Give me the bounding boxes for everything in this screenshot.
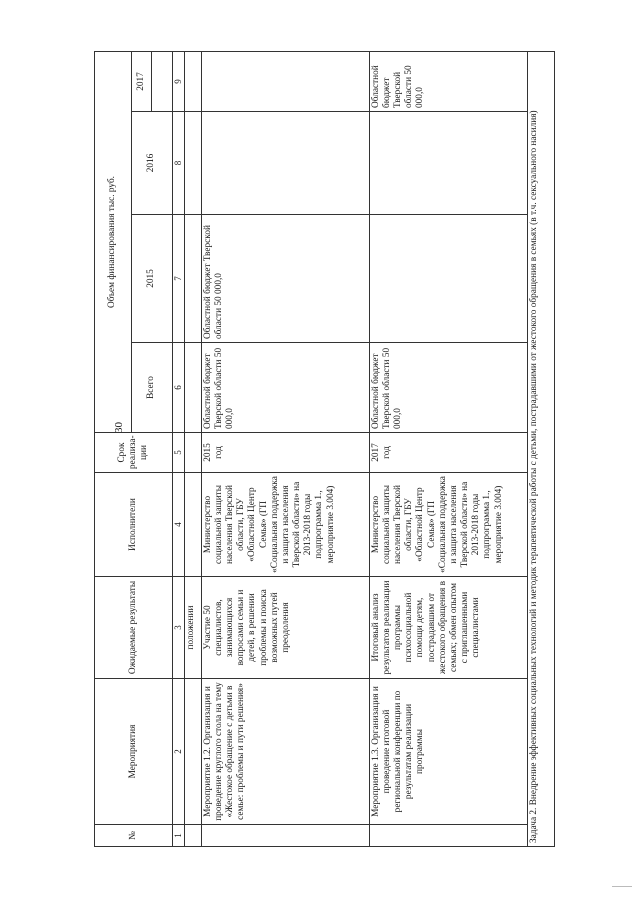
header-financing: Объем финансирования тыс. руб. — [95, 51, 132, 432]
continuation-row — [184, 51, 201, 846]
table-row — [201, 51, 369, 846]
row-results: Участие 50 специалистов, занимающихся вопросами семьи и детей, в решении проблемы и поиска возможных путей преодоления — [201, 577, 369, 679]
header-2017-sub — [152, 51, 173, 111]
header-2017: 2017 — [132, 51, 152, 111]
task-text: Задача 2. Внедрение эффективных социальных технологий и методик терапевтической работы с детьми, пострадавшими от жестокого обращения в семьях (в т.ч. сексуального насилия) — [527, 51, 554, 846]
header-2016: 2016 — [132, 112, 173, 215]
row-executors: Министерство социальной защиты населения Тверской области, ГБУ «Областной Центр Семья» (ГП «Социальная поддержка и защита населения Тверской области» на 2013-2018 годы подпрограмма 1., мероприятие 3.004) — [369, 473, 527, 577]
row-term: 2017 год — [369, 433, 527, 473]
header-2015: 2015 — [132, 215, 173, 343]
row-event: Мероприятие 1.3. Организация и проведение итоговой региональной конференции по результатам реализации программы — [369, 679, 527, 825]
col-number: 5 — [173, 433, 185, 473]
col-number: 2 — [173, 679, 185, 825]
scan-mark — [612, 886, 632, 887]
col-number: 7 — [173, 215, 185, 343]
row-2016 — [201, 112, 369, 215]
row-2017 — [201, 51, 369, 111]
header-no: № — [95, 825, 173, 847]
continuation-text: положении — [184, 577, 201, 679]
col-number: 1 — [173, 825, 185, 847]
header-term: Срок реализа-ции — [95, 433, 173, 473]
row-executors: Министерство социальной защиты населения Тверской области, ГБУ «Областной Центр Семья» (ГП «Социальная поддержка и защита населения Тверской области» на 2013-2018 годы подпрограмма 1., мероприятие 3.004) — [201, 473, 369, 577]
row-total: Областной бюджет Тверской области 50 000,0 — [369, 343, 527, 433]
row-2017: Областной бюджет Тверской области 50 000,0 — [369, 51, 527, 111]
row-term: 2015 год — [201, 433, 369, 473]
col-number: 6 — [173, 343, 185, 433]
table-row — [369, 51, 527, 846]
header-events: Мероприятия — [95, 679, 173, 825]
row-total: Областной бюджет Тверской области 50 000,0 — [201, 343, 369, 433]
col-number: 9 — [173, 51, 185, 111]
col-number: 8 — [173, 112, 185, 215]
page-number: 30 — [113, 422, 125, 433]
row-2016 — [369, 112, 527, 215]
header-total: Всего — [132, 343, 173, 433]
row-no — [369, 825, 527, 847]
rotated-table-wrapper — [94, 52, 542, 847]
column-number-row — [173, 51, 185, 846]
header-executors: Исполнители — [95, 473, 173, 577]
col-number: 3 — [173, 577, 185, 679]
col-number: 4 — [173, 473, 185, 577]
row-2015 — [369, 215, 527, 343]
task-row — [527, 51, 554, 846]
financing-table — [94, 51, 555, 847]
header-row-top — [95, 51, 132, 846]
row-event: Мероприятие 1.2. Организация и проведение круглого стола на тему «Жестокое обращение с детьми в семье: проблемы и пути решения» — [201, 679, 369, 825]
row-results: Итоговый анализ результатов реализации программы психосоциальной помощи детям, пострадавшим от жестокого обращения в семьях; обмен опытом с приглашенными специалистами — [369, 577, 527, 679]
row-2015: Областной бюджет Тверской области 50 000,0 — [201, 215, 369, 343]
row-no — [201, 825, 369, 847]
header-results: Ожидаемые результаты — [95, 577, 173, 679]
